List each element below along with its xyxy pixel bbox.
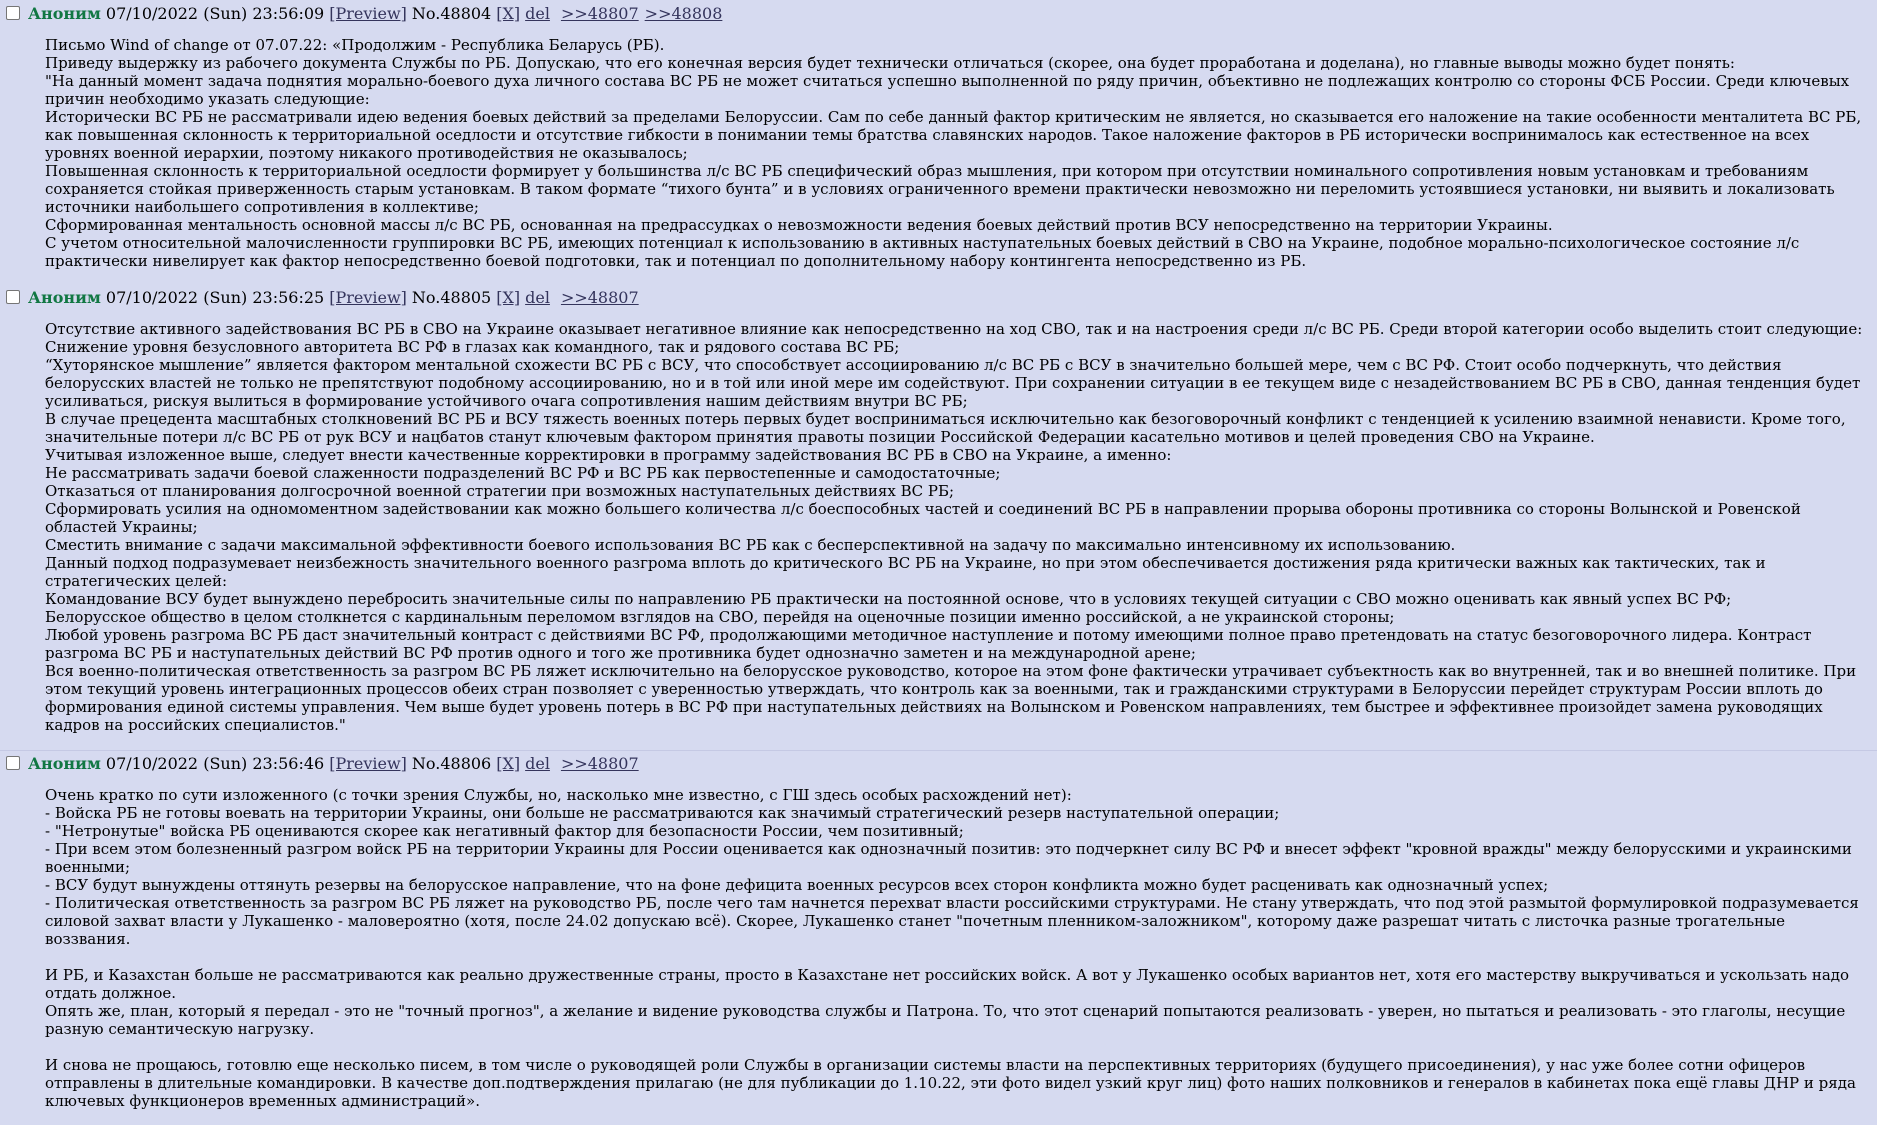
message-line: Командование ВСУ будет вынуждено перебросить значительные силы по направлению РБ практически на постоянной основе, что в условиях текущей ситуации с СВО можно оценивать как явный успех ВС РФ; [45, 590, 1732, 608]
message-line: - ВСУ будут вынуждены оттянуть резервы на белорусское направление, что на фоне дефицита военных ресурсов всех сторон конфликта можно будет расценивать как однозначный успех; [45, 876, 1549, 894]
delete-post-link[interactable]: del [525, 287, 550, 307]
post-date: 07/10/2022 (Sun) 23:56:09 [105, 3, 325, 23]
poster-name: Аноним [28, 3, 101, 23]
reply-backlink[interactable]: >>48807 [560, 3, 639, 23]
message-line: И снова не прощаюсь, готовлю еще несколько писем, в том числе о руководящей роли Службы в организации системы власти на перспективных территориях (будущего присоединения), у нас уже более сотни офицеров отправлены в длительные командировки. В качестве доп.подтверждения прилагаю (не для публикации до 1.10.22, эти фото видел узкий круг лиц) фото наших полковников и генералов в кабинетах пока ещё главы ДНР и ряда ключевых функционеров временных администраций». [45, 1056, 1856, 1110]
message-line: Данный подход подразумевает неизбежность значительного военного разгрома вплоть до критического ВС РБ на Украине, но при этом обеспечивается достижения ряда критически важных как тактических, так и стратегических целей: [45, 554, 1766, 590]
message-line: Снижение уровня безусловного авторитета ВС РФ в глазах как командного, так и рядового состава ВС РБ; [45, 338, 900, 356]
blank-line [45, 948, 1871, 966]
message-line: Повышенная склонность к территориальной оседлости формирует у большинства л/с ВС РБ специфический образ мышления, при котором при отсутствии номинального сопротивления новым установкам и требованиям сохраняется стойкая приверженность старым установкам. В таком формате “тихого бунта” и в условиях ограниченного времени практически невозможно ни переломить устоявшиеся установки, ни выявить и локализовать источники наибольшего сопротивления в коллективе; [45, 162, 1835, 216]
message-line: Письмо Wind of change от 07.07.22: «Продолжим - Республика Беларусь (РБ). [45, 36, 665, 54]
preview-link[interactable]: [Preview] [329, 753, 407, 773]
poster-name: Аноним [28, 287, 101, 307]
post-header [6, 285, 1871, 309]
message-line: “Хуторянское мышление” является фактором ментальной схожести ВС РБ с ВСУ, что способствует ассоциированию л/с ВС РБ с ВСУ в значительно большей мере, чем с ВС РФ. Стоит особо подчеркнуть, что действия белорусских властей не только не препятствуют подобному ассоциированию, но и в той или иной мере им содействуют. При сохранении ситуации в ее текущем виде с незадействованием ВС РБ в СВО, данная тенденция будет усиливаться, рискуя вылиться в формирование устойчивого очага сопротивления нашим действиям внутри ВС РБ; [45, 356, 1861, 410]
message-line: В случае прецедента масштабных столкновений ВС РБ и ВСУ тяжесть военных потерь первых будет восприниматься исключительно как безоговорочный конфликт с тенденцией к усилению взаимной ненависти. Кроме того, значительные потери л/с ВС РБ от рук ВСУ и нацбатов станут ключевым фактором принятия правоты позиции Российской Федерации касательно мотивов и целей проведения СВО на Украине. [45, 410, 1846, 446]
message-line: С учетом относительной малочисленности группировки ВС РБ, имеющих потенциал к использованию в активных наступательных боевых действий в СВО на Украине, подобное морально-психологическое состояние л/с практически нивелирует как фактор непосредственно боевой подготовки, так и потенциал по дополнительному набору контингента непосредственно из РБ. [45, 234, 1800, 270]
message-line: Белорусское общество в целом столкнется с кардинальным переломом взглядов на СВО, перейдя на оценочные позиции именно российской, а не украинской стороны; [45, 608, 1395, 626]
delete-post-link[interactable]: del [525, 753, 550, 773]
delete-post-link[interactable]: del [525, 3, 550, 23]
reply-backlink[interactable]: >>48807 [560, 287, 639, 307]
reply-backlink[interactable]: >>48808 [644, 3, 723, 23]
preview-link[interactable]: [Preview] [329, 3, 407, 23]
message-line: - Войска РБ не готовы воевать на территории Украины, они больше не рассматриваются как значимый стратегический резерв наступательной операции; [45, 804, 1280, 822]
preview-link[interactable]: [Preview] [329, 287, 407, 307]
message-line: "На данный момент задача поднятия морально-боевого духа личного состава ВС РБ не может считаться успешно выполненной по ряду причин, объективно не подлежащих контролю со стороны ФСБ России. Среди ключевых причин необходимо указать следующие: [45, 72, 1850, 108]
message-line: - "Нетронутые" войска РБ оцениваются скорее как негативный фактор для безопасности России, чем позитивный; [45, 822, 964, 840]
post-48805 [0, 285, 1877, 734]
post-header [6, 751, 1871, 775]
message-line: - При всем этом болезненный разгром войск РБ на территории Украины для России оценивается как однозначный позитив: это подчеркнет силу ВС РФ и внесет эффект "кровной вражды" между белорусскими и украинскими военными; [45, 840, 1852, 876]
message-line: Отказаться от планирования долгосрочной военной стратегии при возможных наступательных действиях ВС РБ; [45, 482, 955, 500]
post-number[interactable]: No.48804 [411, 3, 492, 23]
message-line: Учитывая изложенное выше, следует внести качественные корректировки в программу задействования ВС РБ в СВО на Украине, а именно: [45, 446, 1172, 464]
post-header [6, 1, 1871, 25]
post-date: 07/10/2022 (Sun) 23:56:25 [105, 287, 325, 307]
post-message [45, 320, 1871, 734]
post-48804 [0, 1, 1877, 270]
post-select-checkbox[interactable] [6, 6, 20, 20]
post-message [45, 36, 1871, 270]
reply-backlink[interactable]: >>48807 [560, 753, 639, 773]
message-line: Не рассматривать задачи боевой слаженности подразделений ВС РФ и ВС РБ как первостепенные и самодостаточные; [45, 464, 1001, 482]
hide-post-link[interactable]: [X] [496, 753, 521, 773]
post-select-checkbox[interactable] [6, 756, 20, 770]
hide-post-link[interactable]: [X] [496, 287, 521, 307]
post-48806 [0, 750, 1877, 1110]
blank-line [45, 1038, 1871, 1056]
message-line: Отсутствие активного задействования ВС РБ в СВО на Украине оказывает негативное влияние как непосредственно на ход СВО, так и на настроения среди л/с ВС РБ. Среди второй категории особо выделить стоит следующие: [45, 320, 1863, 338]
post-message [45, 786, 1871, 1110]
message-line: Сформированная ментальность основной массы л/с ВС РБ, основанная на предрассудках о невозможности ведения боевых действий против ВСУ непосредственно на территории Украины. [45, 216, 1553, 234]
message-line: Сформировать усилия на одномоментном задействовании как можно большего количества л/с боеспособных частей и соединений ВС РБ в направлении прорыва обороны противника со стороны Волынской и Ровенской областей Украины; [45, 500, 1801, 536]
message-line: Сместить внимание с задачи максимальной эффективности боевого использования ВС РБ как с бесперспективной на задачу по максимально интенсивному их использованию. [45, 536, 1456, 554]
message-line: Опять же, план, который я передал - это не "точный прогноз", а желание и видение руководства службы и Патрона. То, что этот сценарий попытаются реализовать - уверен, но пытаться и реализовать - это глаголы, несущие разную семантическую нагрузку. [45, 1002, 1846, 1038]
post-select-checkbox[interactable] [6, 290, 20, 304]
message-line: Очень кратко по сути изложенного (с точки зрения Службы, но, насколько мне известно, с ГШ здесь особых расхождений нет): [45, 786, 1072, 804]
message-line: Исторически ВС РБ не рассматривали идею ведения боевых действий за пределами Белоруссии. Сам по себе данный фактор критическим не является, но сказывается его наложение на такие особенности менталитета ВС РБ, как повышенная склонность к территориальной оседлости и отсутствие гибкости в понимании темы братства славянских народов. Такое наложение факторов в РБ исторически воспринималось как естественное на всех уровнях военной иерархии, поэтому никакого противодействия не оказывалось; [45, 108, 1862, 162]
message-line: Любой уровень разгрома ВС РБ даст значительный контраст с действиями ВС РФ, продолжающими методичное наступление и потому имеющими полное право претендовать на статус безоговорочного лидера. Контраст разгрома ВС РБ и наступательных действий ВС РФ против одного и того же противника будет однозначно заметен и на международной арене; [45, 626, 1812, 662]
post-number[interactable]: No.48806 [411, 753, 492, 773]
message-line: - Политическая ответственность за разгром ВС РБ ляжет на руководство РБ, после чего там начнется перехват власти российскими структурами. Не стану утверждать, что под этой размытой формулировкой подразумевается силовой захват власти у Лукашенко - маловероятно (хотя, после 24.02 допускаю всё). Скорее, Лукашенко станет "почетным пленником-заложником", которому даже разрешат читать с листочка разные трогательные воззвания. [45, 894, 1859, 948]
message-line: И РБ, и Казахстан больше не рассматриваются как реально дружественные страны, просто в Казахстане нет российских войск. А вот у Лукашенко особых вариантов нет, хотя его мастерству выкручиваться и ускользать надо отдать должное. [45, 966, 1850, 1002]
hide-post-link[interactable]: [X] [496, 3, 521, 23]
message-line: Вся военно-политическая ответственность за разгром ВС РБ ляжет исключительно на белорусское руководство, которое на этом фоне фактически утрачивает субъектность как во внутренней, так и во внешней политике. При этом текущий уровень интеграционных процессов обеих стран позволяет с уверенностью утверждать, что контроль как за военными, так и гражданскими структурами в Белоруссии перейдет структурам России вплоть до формирования единой системы управления. Чем выше будет уровень потерь в ВС РФ при наступательных действиях на Волынском и Ровенском направлениях, тем быстрее и эффективнее произойдет замена руководящих кадров на российских специалистов." [45, 662, 1857, 734]
post-number[interactable]: No.48805 [411, 287, 492, 307]
poster-name: Аноним [28, 753, 101, 773]
post-date: 07/10/2022 (Sun) 23:56:46 [105, 753, 325, 773]
message-line: Приведу выдержку из рабочего документа Службы по РБ. Допускаю, что его конечная версия будет технически отличаться (скорее, она будет проработана и доделана), но главные выводы можно будет понять: [45, 54, 1735, 72]
